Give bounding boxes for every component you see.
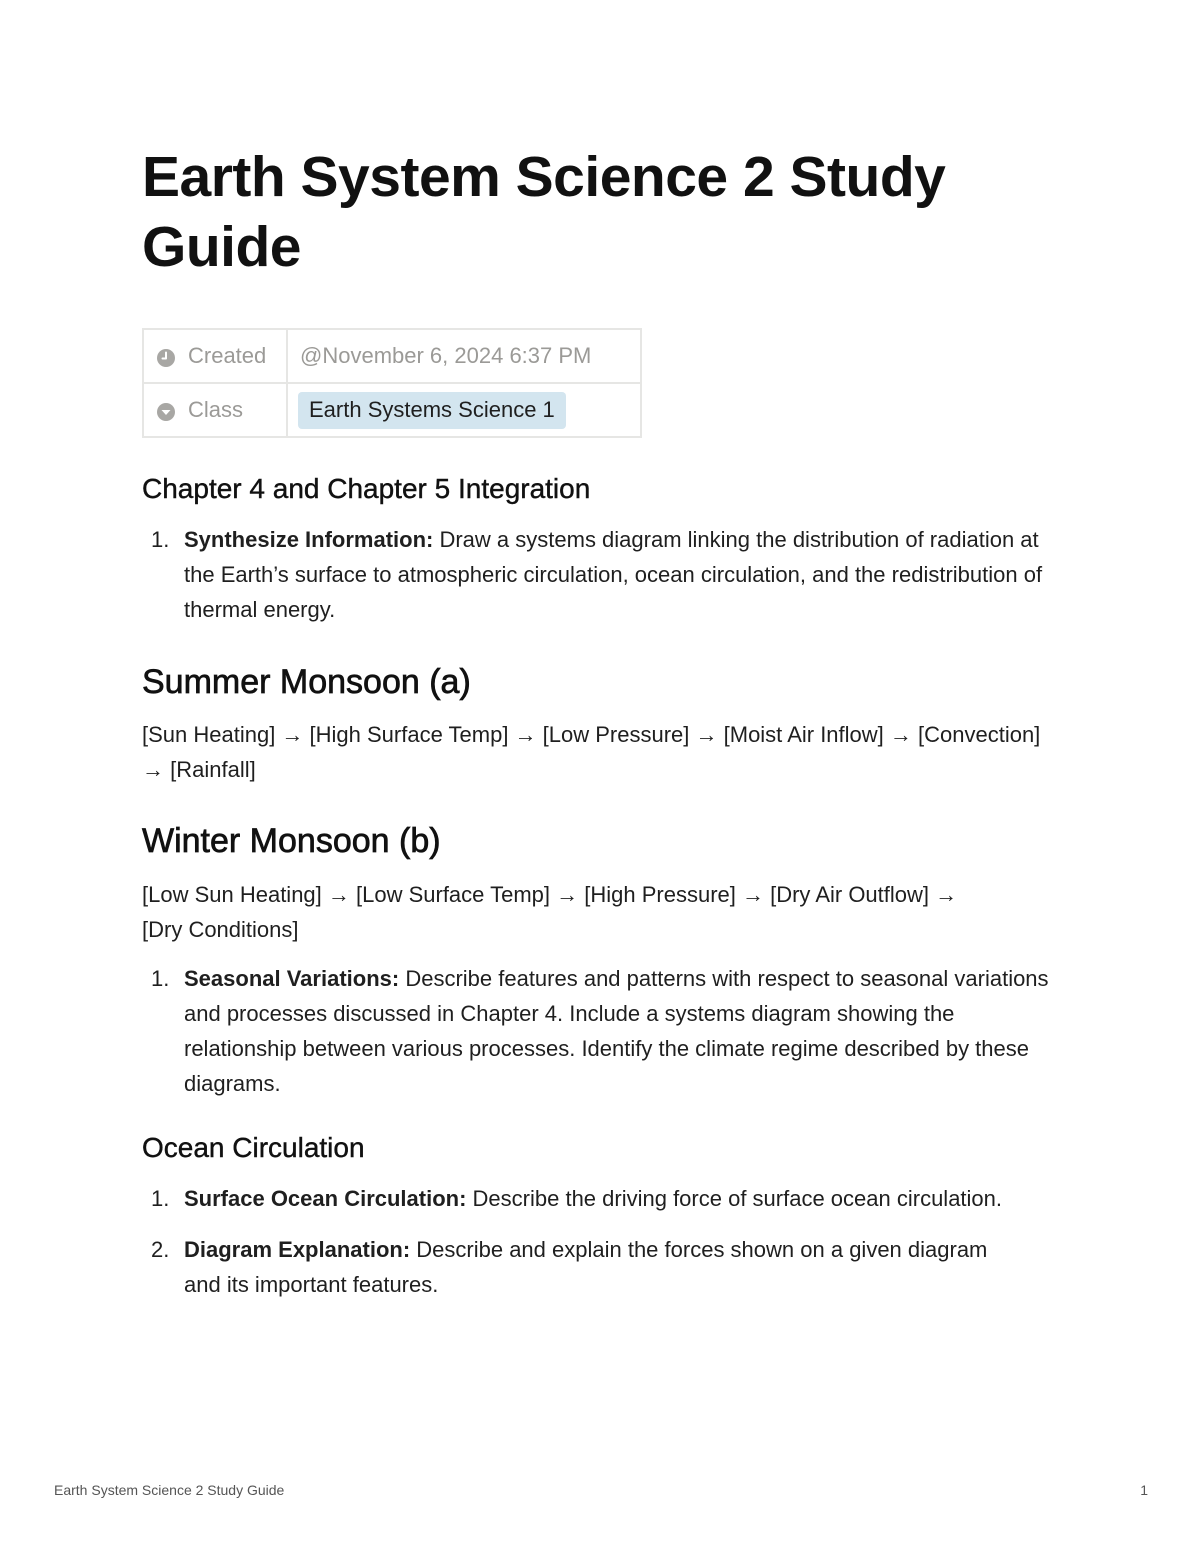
- property-value-class[interactable]: [287, 383, 641, 437]
- property-row-created: [143, 329, 641, 383]
- item-text: Describe features and patterns with respect to seasonal variations and processes discussed in Chapter 4. Include a systems diagram showing the relationship between various processes. Identify the climate regime described by these diagrams.: [184, 966, 1049, 1096]
- list-item: [142, 961, 1062, 1101]
- summer-monsoon-flow: [Sun Heating] → [High Surface Temp] → [Low Pressure] → [Moist Air Inflow] → [Convection] → [Rainfall]: [142, 722, 1041, 782]
- list-number: 2.: [151, 1237, 170, 1262]
- integration-list: [142, 522, 1062, 627]
- class-tag[interactable]: Earth Systems Science 1: [298, 392, 566, 429]
- footer-page-number: 1: [1140, 1482, 1148, 1498]
- item-title: Diagram Explanation:: [184, 1237, 411, 1262]
- created-date: @November 6, 2024 6:37 PM: [300, 343, 592, 368]
- property-row-class: [143, 383, 641, 437]
- list-item: [142, 522, 1062, 627]
- property-key-class: [143, 383, 287, 437]
- heading-summer-monsoon: Summer Monsoon (a): [142, 663, 471, 701]
- item-text: Describe the driving force of surface ocean circulation.: [466, 1186, 1003, 1211]
- heading-winter-monsoon: Winter Monsoon (b): [142, 822, 441, 860]
- list-number: 1.: [151, 1186, 170, 1211]
- property-label-class: Class: [188, 397, 244, 422]
- list-number: 1.: [151, 966, 170, 991]
- heading-integration: Chapter 4 and Chapter 5 Integration: [142, 473, 591, 504]
- list-number: 1.: [151, 527, 170, 552]
- list-item: [142, 1232, 1012, 1302]
- heading-ocean-circulation: Ocean Circulation: [142, 1132, 365, 1163]
- property-value-created[interactable]: [287, 329, 641, 383]
- property-key-created: [143, 329, 287, 383]
- select-icon: [156, 402, 176, 422]
- item-text: Draw a systems diagram linking the distribution of radiation at the Earth’s surface to atmospheric circulation, ocean circulation, and the redistribution of thermal energy.: [184, 527, 1043, 622]
- item-title: Surface Ocean Circulation:: [184, 1186, 467, 1211]
- list-item: [142, 1181, 1012, 1216]
- property-label-created: Created: [188, 343, 267, 368]
- item-text: Describe and explain the forces shown on a given diagram and its important features.: [184, 1237, 988, 1297]
- footer-title: Earth System Science 2 Study Guide: [54, 1482, 285, 1498]
- properties-table: [142, 328, 642, 438]
- item-title: Synthesize Information:: [184, 527, 434, 552]
- winter-monsoon-flow: [Low Sun Heating] → [Low Surface Temp] → [High Pressure] → [Dry Air Outflow] → [Dry Conditions]: [142, 882, 958, 942]
- clock-icon: [156, 348, 176, 368]
- item-title: Seasonal Variations:: [184, 966, 400, 991]
- winter-list: [142, 961, 1062, 1101]
- page-title: Earth System Science 2 Study Guide: [142, 145, 946, 279]
- ocean-list: [142, 1181, 1012, 1302]
